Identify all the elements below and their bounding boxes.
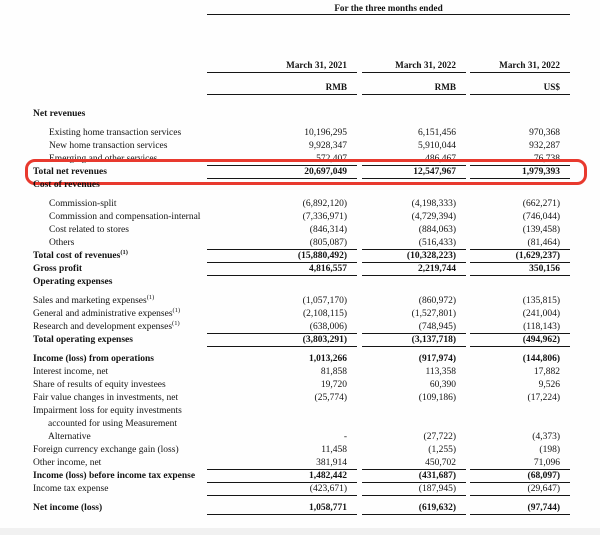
value-cell: (198) bbox=[539, 445, 560, 455]
value-cell: (118,143) bbox=[470, 321, 570, 334]
currency-row-label-spacer bbox=[33, 80, 207, 95]
table-row bbox=[33, 250, 570, 263]
table-body bbox=[33, 108, 570, 515]
value-cell: (135,815) bbox=[522, 296, 560, 306]
column-header-currency: RMB bbox=[362, 80, 466, 95]
value-cell: (27,722) bbox=[423, 432, 456, 442]
value-cell: 12,547,967 bbox=[362, 166, 466, 179]
value-cell: (17,224) bbox=[527, 393, 560, 403]
row-label: Total cost of revenues$^{(1)}$ bbox=[33, 248, 128, 261]
row-label: Total operating expenses bbox=[33, 335, 133, 345]
row-label: Others bbox=[49, 238, 75, 248]
value-cell: 9,526 bbox=[538, 380, 560, 390]
value-cell: (4,373) bbox=[532, 432, 560, 442]
value-cell: 1,482,442 bbox=[207, 470, 357, 483]
row-label: Fair value changes in investments, net bbox=[33, 393, 179, 403]
row-label: Income (loss) before income tax expense bbox=[33, 471, 196, 481]
row-label: Operating expenses bbox=[33, 277, 113, 287]
value-cell: 970,368 bbox=[529, 128, 560, 138]
value-cell: (884,063) bbox=[418, 225, 456, 235]
table-row bbox=[33, 457, 570, 470]
row-label bbox=[33, 405, 207, 444]
table-row bbox=[33, 321, 570, 334]
value-cell: (1,527,801) bbox=[411, 309, 456, 319]
footnote-marker: (1) bbox=[172, 306, 181, 314]
value-cell: 350,156 bbox=[470, 263, 570, 276]
value-cell: (431,687) bbox=[362, 470, 466, 483]
row-label: Interest income, net bbox=[33, 367, 109, 377]
row-label: Net revenues bbox=[33, 109, 86, 119]
table-row bbox=[33, 198, 570, 211]
row-label: Other income, net bbox=[33, 458, 102, 468]
value-cell: (81,464) bbox=[470, 237, 570, 250]
value-cell: (860,972) bbox=[418, 296, 456, 306]
table-row bbox=[33, 353, 570, 366]
row-label: Total net revenues bbox=[33, 167, 107, 177]
row-label: New home transaction services bbox=[49, 141, 168, 151]
table-row bbox=[33, 263, 570, 276]
value-cell: (4,729,394) bbox=[411, 212, 456, 222]
table-row bbox=[33, 308, 570, 321]
row-label-line: Alternative bbox=[48, 432, 91, 442]
value-cell: (1,057,170) bbox=[302, 296, 347, 306]
value-cell: (3,137,718) bbox=[362, 334, 466, 347]
row-label-line: Impairment loss for equity investments bbox=[33, 406, 182, 416]
row-label: Cost related to stores bbox=[49, 225, 129, 235]
value-cell: 10,196,295 bbox=[304, 128, 347, 138]
income-statement-table bbox=[33, 2, 570, 515]
value-cell: (846,314) bbox=[309, 225, 347, 235]
value-cell: 9,928,347 bbox=[309, 141, 347, 151]
column-header-currency: RMB bbox=[207, 80, 357, 95]
row-label: Sales and marketing expenses$^{(1)}$ bbox=[33, 293, 155, 306]
value-cell: 450,702 bbox=[362, 457, 466, 470]
value-cell: 1,058,771 bbox=[207, 502, 357, 515]
table-row bbox=[33, 334, 570, 347]
value-cell: 71,096 bbox=[470, 457, 570, 470]
footnote-marker: (1) bbox=[172, 319, 180, 327]
table-row bbox=[33, 392, 570, 405]
table-row bbox=[33, 179, 570, 192]
value-cell: 572,407 bbox=[207, 153, 357, 166]
value-cell: (68,097) bbox=[470, 470, 570, 483]
value-cell: (3,803,291) bbox=[207, 334, 357, 347]
value-cell: (97,744) bbox=[470, 502, 570, 515]
row-label: Existing home transaction services bbox=[49, 128, 182, 138]
row-label: Commission-split bbox=[49, 199, 117, 209]
value-cell: (423,671) bbox=[207, 483, 357, 496]
value-cell: 60,390 bbox=[429, 380, 456, 390]
footnote-marker: (1) bbox=[120, 248, 128, 256]
value-cell: 17,882 bbox=[533, 367, 560, 377]
footnote-marker: (1) bbox=[146, 293, 155, 301]
value-cell: 76,738 bbox=[470, 153, 570, 166]
value-cell: (2,108,115) bbox=[303, 309, 347, 319]
value-cell: (805,087) bbox=[207, 237, 357, 250]
table-row bbox=[33, 153, 570, 166]
row-label: Gross profit bbox=[33, 264, 82, 274]
table-row bbox=[33, 108, 570, 121]
value-cell: (748,945) bbox=[362, 321, 466, 334]
value-cell: (516,433) bbox=[362, 237, 466, 250]
column-header-date: March 31, 2022 bbox=[470, 58, 570, 73]
table-row bbox=[33, 127, 570, 140]
row-label: Income (loss) from operations bbox=[33, 354, 154, 364]
table-row bbox=[33, 502, 570, 515]
value-cell: 113,358 bbox=[425, 367, 456, 377]
row-label: Cost of revenues bbox=[33, 180, 100, 190]
value-cell: (746,044) bbox=[522, 212, 560, 222]
value-cell: 1,013,266 bbox=[309, 354, 347, 364]
period-header bbox=[207, 2, 570, 15]
row-label: Emerging and other services bbox=[49, 154, 158, 164]
value-cell: (494,962) bbox=[470, 334, 570, 347]
table-row bbox=[33, 276, 570, 289]
value-cell: 486,467 bbox=[362, 153, 466, 166]
value-cell: (7,336,971) bbox=[302, 212, 347, 222]
value-cell: 381,914 bbox=[207, 457, 357, 470]
value-cell: 932,287 bbox=[529, 141, 560, 151]
value-cell: (1,629,237) bbox=[470, 250, 570, 263]
header-row-gap bbox=[33, 73, 570, 80]
row-label-line: accounted for using Measurement bbox=[48, 419, 177, 429]
value-cell: (241,004) bbox=[522, 309, 560, 319]
body-spacer bbox=[33, 95, 570, 108]
table-row bbox=[33, 237, 570, 250]
column-dates-row bbox=[33, 58, 570, 73]
row-label: Foreign currency exchange gain (loss) bbox=[33, 445, 179, 455]
table-row bbox=[33, 140, 570, 153]
table-row bbox=[33, 444, 570, 457]
row-label: Commission and compensation-internal bbox=[49, 212, 201, 222]
page-edge bbox=[0, 528, 600, 535]
row-label: Share of results of equity investees bbox=[33, 380, 166, 390]
value-cell: (662,271) bbox=[522, 199, 560, 209]
value-cell: (144,806) bbox=[522, 354, 560, 364]
header-spacer bbox=[33, 15, 570, 58]
value-cell: 6,151,456 bbox=[418, 128, 456, 138]
value-cell: 2,219,744 bbox=[362, 263, 466, 276]
table-row bbox=[33, 211, 570, 224]
value-cell: (1,255) bbox=[428, 445, 456, 455]
value-cell: 19,720 bbox=[320, 380, 347, 390]
column-header-currency: US$ bbox=[470, 80, 570, 95]
column-header-date: March 31, 2021 bbox=[207, 58, 357, 73]
row-label: Net income (loss) bbox=[33, 503, 103, 513]
value-cell: (4,198,333) bbox=[411, 199, 456, 209]
period-title: For the three months ended bbox=[334, 3, 443, 13]
value-cell: (25,774) bbox=[314, 393, 347, 403]
value-cell: 4,816,557 bbox=[207, 263, 357, 276]
value-cell: (619,632) bbox=[362, 502, 466, 515]
table-row bbox=[33, 483, 570, 496]
value-cell: - bbox=[343, 432, 347, 442]
table-row bbox=[33, 405, 570, 444]
table-row bbox=[33, 224, 570, 237]
table-row bbox=[33, 295, 570, 308]
value-cell: 11,458 bbox=[321, 445, 347, 455]
value-cell: 81,858 bbox=[320, 367, 347, 377]
value-cell: (917,974) bbox=[418, 354, 456, 364]
value-cell: (10,328,223) bbox=[362, 250, 466, 263]
value-cell: 5,910,044 bbox=[418, 141, 456, 151]
table-row bbox=[33, 166, 570, 179]
table-row bbox=[33, 379, 570, 392]
row-label: Income tax expense bbox=[33, 484, 109, 494]
value-cell: (29,647) bbox=[470, 483, 570, 496]
dates-row-label-spacer bbox=[33, 58, 207, 73]
value-cell: (139,458) bbox=[522, 225, 560, 235]
value-cell: (109,186) bbox=[418, 393, 456, 403]
value-cell: 1,979,393 bbox=[470, 166, 570, 179]
value-cell: 20,697,049 bbox=[207, 166, 357, 179]
column-currency-row bbox=[33, 80, 570, 95]
row-label: Research and development expenses$^{(1)}$ bbox=[33, 319, 180, 332]
table-row bbox=[33, 366, 570, 379]
row-label: General and administrative expenses$^{(1)}$ bbox=[33, 306, 181, 319]
value-cell: (15,880,492) bbox=[207, 250, 357, 263]
value-cell: (187,945) bbox=[362, 483, 466, 496]
table-row bbox=[33, 470, 570, 483]
value-cell: (6,892,120) bbox=[302, 199, 347, 209]
column-header-date: March 31, 2022 bbox=[362, 58, 466, 73]
value-cell: (638,006) bbox=[207, 321, 357, 334]
